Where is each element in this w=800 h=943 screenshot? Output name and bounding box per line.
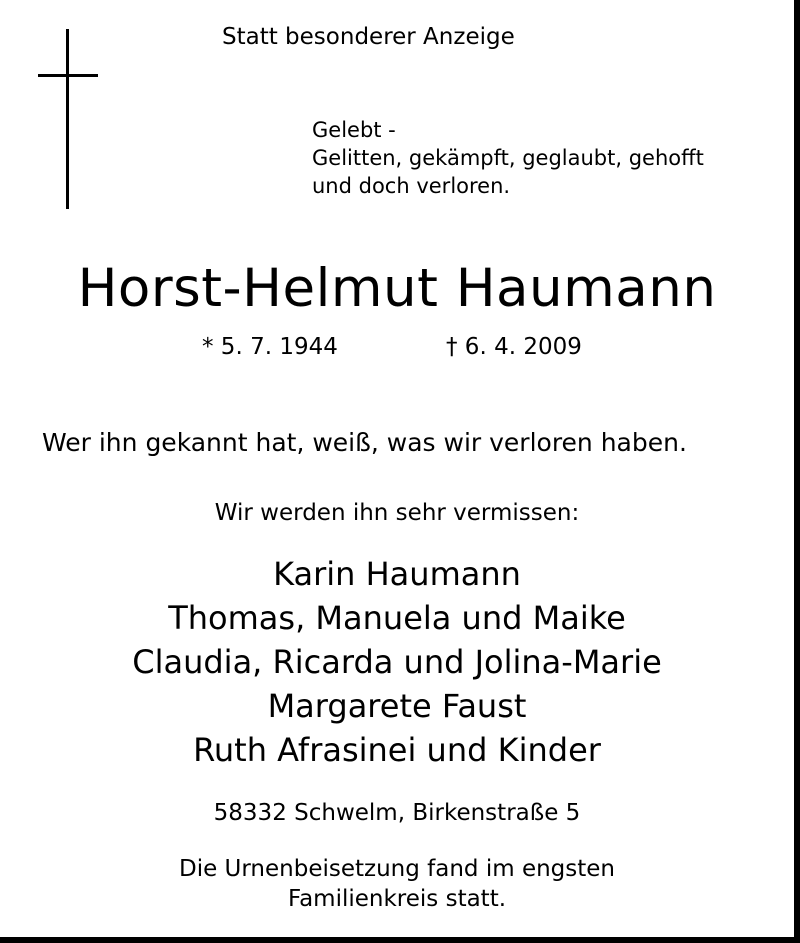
mourner-name: Margarete Faust — [267, 687, 527, 725]
mourners-list — [0, 552, 794, 772]
address: 58332 Schwelm, Birkenstraße 5 — [213, 800, 581, 826]
note-line: Familienkreis statt. — [287, 886, 507, 912]
burial-note — [0, 854, 794, 914]
poem-line: Gelitten, gekämpft, geglaubt, gehofft — [312, 146, 704, 170]
deceased-name: Horst-Helmut Haumann — [77, 258, 717, 319]
mourner-name: Karin Haumann — [273, 555, 521, 593]
death-date: † 6. 4. 2009 — [446, 334, 582, 360]
poem — [312, 116, 704, 200]
mourner-name: Thomas, Manuela und Maike — [168, 599, 626, 637]
note-line: Die Urnenbeisetzung fand im engsten — [178, 856, 616, 882]
cross-icon — [38, 29, 98, 209]
mourner-name: Ruth Afrasinei und Kinder — [193, 731, 601, 769]
mourner-name: Claudia, Ricarda und Jolina-Marie — [132, 643, 662, 681]
quote-text: Wer ihn gekannt hat, weiß, was wir verloren haben. — [42, 428, 687, 457]
poem-line: Gelebt - — [312, 118, 396, 142]
mourners-intro: Wir werden ihn sehr vermissen: — [214, 500, 580, 526]
birth-date: * 5. 7. 1944 — [202, 334, 338, 360]
header-text: Statt besonderer Anzeige — [222, 24, 515, 50]
poem-line: und doch verloren. — [312, 174, 511, 198]
